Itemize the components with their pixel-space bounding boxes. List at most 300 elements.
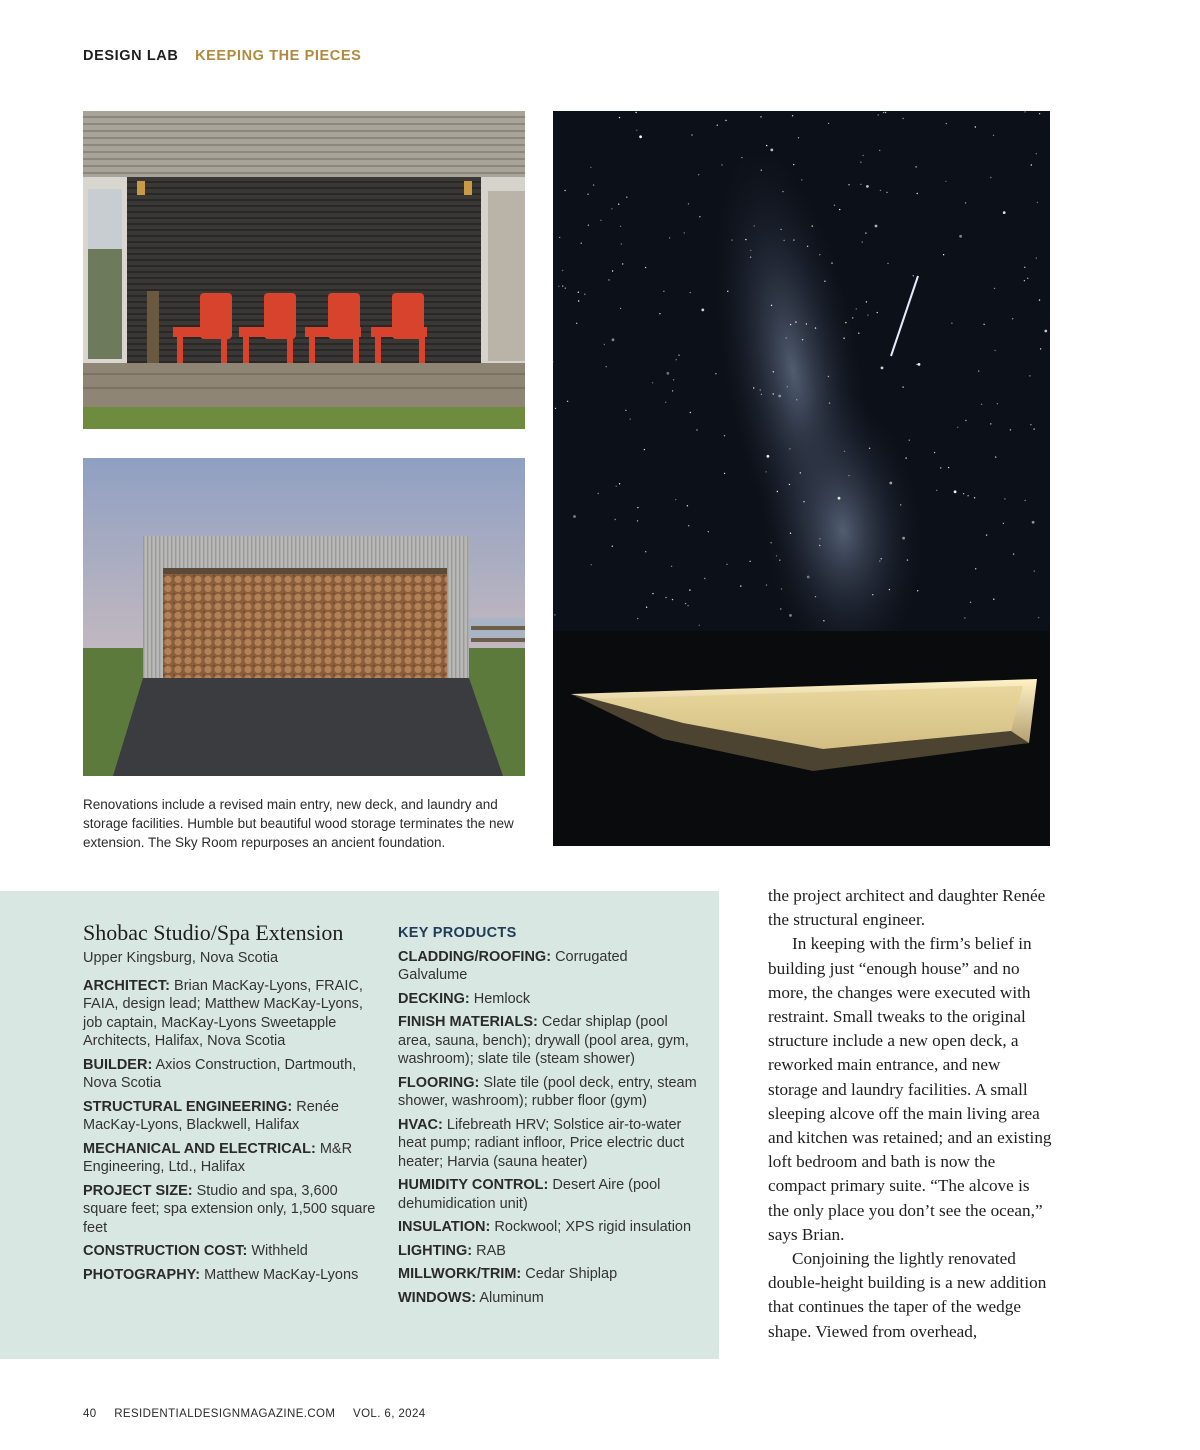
star xyxy=(1030,424,1031,425)
star xyxy=(994,350,995,351)
spec-entry xyxy=(398,1176,698,1213)
star xyxy=(704,578,705,579)
star xyxy=(608,279,609,280)
star xyxy=(562,270,563,271)
star xyxy=(917,193,918,194)
body-paragraph: In keeping with the firm’s belief in building just “enough house” and no more, the changes were executed with restraint. Small tweaks to the original structure include a new open deck, a reworked main entrance, and new storage and laundry facilities. A small sleeping alcove off the main living area and kitchen was retained; and an existing loft bedroom and bath is now the compact primary suite. “The alcove is the only place you don’t see the ocean,” says Brian. xyxy=(768,934,1052,1244)
star xyxy=(959,235,962,238)
star xyxy=(652,593,653,594)
star xyxy=(819,545,820,546)
star xyxy=(789,448,790,449)
star xyxy=(975,568,976,569)
star xyxy=(815,596,816,597)
spec-value: Studio and spa, 3,600 square feet; spa extension only, 1,500 square feet xyxy=(83,1182,376,1236)
star xyxy=(918,363,921,366)
key-products xyxy=(398,924,698,1312)
star xyxy=(637,618,638,619)
star xyxy=(1024,267,1025,268)
star xyxy=(669,237,670,238)
star xyxy=(554,614,555,615)
star xyxy=(1033,428,1034,429)
spec-entry xyxy=(83,1242,378,1261)
star xyxy=(1027,278,1028,279)
spec-label: FLOORING: xyxy=(398,1074,480,1091)
star xyxy=(619,117,620,118)
star xyxy=(978,370,979,371)
star xyxy=(965,420,966,421)
red-adirondack-chairs-image xyxy=(83,111,525,429)
star xyxy=(606,366,607,367)
star xyxy=(872,594,873,595)
star xyxy=(866,301,867,302)
star xyxy=(555,408,556,409)
spec-value: Cedar Shiplap xyxy=(525,1266,618,1282)
star xyxy=(983,324,984,325)
spec-entry xyxy=(83,1140,378,1177)
spec-entry xyxy=(398,948,698,985)
star xyxy=(562,285,563,286)
star xyxy=(948,467,949,468)
star xyxy=(727,291,728,292)
star xyxy=(843,338,844,339)
photo-night-sky xyxy=(553,111,1050,846)
star xyxy=(558,286,559,287)
star xyxy=(902,118,903,119)
star xyxy=(936,490,937,491)
star xyxy=(986,534,987,535)
star xyxy=(848,475,849,476)
spec-value: Corrugated Galvalume xyxy=(398,948,628,983)
spec-label: HVAC: xyxy=(398,1116,443,1133)
spec-value: Lifebreath HRV; Solstice air-to-water heat pump; radiant infloor, Price electric duct heater; Harvia (sauna heater) xyxy=(398,1116,685,1170)
star xyxy=(630,418,631,419)
star xyxy=(771,305,772,306)
star xyxy=(665,597,666,598)
star xyxy=(819,254,820,255)
star xyxy=(856,308,857,309)
star xyxy=(663,291,664,292)
star xyxy=(1039,299,1040,300)
star xyxy=(741,157,742,158)
spec-label: PROJECT SIZE: xyxy=(83,1182,193,1199)
star xyxy=(672,599,673,600)
star xyxy=(1029,375,1030,376)
star xyxy=(793,239,794,240)
star xyxy=(852,317,853,318)
spec-entry xyxy=(83,977,378,1051)
star xyxy=(860,162,861,163)
star xyxy=(699,216,700,217)
star xyxy=(779,560,780,561)
star xyxy=(815,327,816,328)
star xyxy=(690,412,691,413)
star xyxy=(967,495,968,496)
spec-label: DECKING: xyxy=(398,990,470,1007)
star xyxy=(1040,348,1041,349)
star xyxy=(915,166,916,167)
star xyxy=(598,493,599,494)
body-paragraph: Conjoining the lightly renovated double-height building is a new addition that continues the taper of the wedge shape. Viewed from overhead, xyxy=(768,1249,1047,1341)
star xyxy=(781,588,782,589)
project-location: Upper Kingsburg, Nova Scotia xyxy=(83,950,279,966)
star xyxy=(591,564,592,565)
star xyxy=(880,190,881,191)
spec-value: Aluminum xyxy=(479,1289,544,1306)
star xyxy=(635,112,636,113)
spec-entry xyxy=(398,1013,698,1069)
spec-value: Axios Construction, Dartmouth, Nova Scotia xyxy=(83,1056,357,1091)
spec-value: Brian MacKay-Lyons, FRAIC, FAIA, design lead; Matthew MacKay-Lyons, job captain, MacKay-Lyons Sweetapple Architects, Halifax, Nova Scotia xyxy=(83,977,363,1049)
star xyxy=(867,314,868,315)
star xyxy=(766,145,767,146)
spec-label: MILLWORK/TRIM: xyxy=(398,1266,522,1282)
star xyxy=(865,232,866,233)
star xyxy=(777,491,778,492)
star xyxy=(997,403,998,404)
star xyxy=(721,164,722,165)
star xyxy=(790,533,791,534)
star xyxy=(887,263,888,264)
star xyxy=(619,483,620,484)
star xyxy=(639,135,642,138)
star xyxy=(687,605,688,606)
star xyxy=(1037,202,1038,203)
star xyxy=(773,371,774,372)
star xyxy=(909,440,910,441)
star xyxy=(883,112,884,113)
star xyxy=(798,137,799,138)
star xyxy=(1036,153,1037,154)
star xyxy=(1024,280,1025,281)
article-title: KEEPING THE PIECES xyxy=(195,48,362,64)
star xyxy=(858,333,859,334)
star xyxy=(881,367,884,370)
spec-value: Desert Aire (pool dehumidication unit) xyxy=(398,1177,661,1212)
star xyxy=(612,270,613,271)
star xyxy=(753,387,754,388)
star xyxy=(688,203,689,204)
star xyxy=(667,372,670,375)
star xyxy=(673,379,674,380)
spec-label: LIGHTING: xyxy=(398,1242,473,1259)
star xyxy=(905,457,906,458)
star xyxy=(766,584,767,585)
star xyxy=(644,449,645,450)
star xyxy=(612,546,613,547)
star xyxy=(765,471,766,472)
photo-woodshed xyxy=(83,458,525,776)
star xyxy=(761,394,762,395)
star xyxy=(946,123,947,124)
star xyxy=(802,339,803,340)
star xyxy=(796,399,797,400)
section-label: DESIGN LAB xyxy=(83,48,179,64)
photo-chairs xyxy=(83,111,525,429)
spec-label: INSULATION: xyxy=(398,1219,491,1235)
star xyxy=(783,240,784,241)
star xyxy=(676,359,677,360)
star xyxy=(636,130,637,131)
star xyxy=(981,404,982,405)
star xyxy=(879,560,880,561)
spec-label: FINISH MATERIALS: xyxy=(398,1014,538,1030)
star xyxy=(611,208,612,209)
star xyxy=(995,456,996,457)
star xyxy=(1003,523,1004,524)
spec-value: Hemlock xyxy=(473,990,531,1007)
star xyxy=(803,501,804,502)
star xyxy=(620,226,621,227)
star xyxy=(616,486,617,487)
star xyxy=(943,254,944,255)
star xyxy=(565,288,566,289)
star xyxy=(1031,164,1032,165)
spec-label: STRUCTURAL ENGINEERING: xyxy=(83,1098,293,1115)
star xyxy=(618,204,619,205)
star xyxy=(862,155,863,156)
star xyxy=(877,312,878,313)
star xyxy=(1032,521,1035,524)
star xyxy=(965,202,966,203)
star xyxy=(725,120,726,121)
star xyxy=(761,170,762,171)
star xyxy=(646,607,647,608)
star xyxy=(584,294,585,295)
star xyxy=(708,531,709,532)
star xyxy=(587,194,588,195)
star xyxy=(671,566,672,567)
star xyxy=(564,190,565,191)
star xyxy=(665,402,666,403)
star xyxy=(823,620,824,621)
star xyxy=(600,220,601,221)
star xyxy=(1024,111,1025,112)
star xyxy=(993,135,994,136)
spec-label: BUILDER: xyxy=(83,1056,153,1073)
star xyxy=(839,209,840,210)
spec-entry xyxy=(398,1116,698,1172)
star xyxy=(750,250,751,251)
star xyxy=(726,564,727,565)
star xyxy=(789,484,790,485)
star xyxy=(951,323,952,324)
spec-value: M&R Engineering, Ltd., Halifax xyxy=(83,1140,353,1175)
star xyxy=(626,197,627,198)
star xyxy=(862,241,863,242)
key-products-heading: KEY PRODUCTS xyxy=(398,925,517,941)
star xyxy=(1036,257,1037,258)
star xyxy=(698,174,699,175)
star xyxy=(780,229,781,230)
star xyxy=(860,184,861,185)
star xyxy=(900,504,901,505)
star xyxy=(690,292,691,293)
star xyxy=(990,177,991,178)
star xyxy=(800,472,801,473)
spec-entry xyxy=(398,1074,698,1111)
star xyxy=(902,537,905,540)
star xyxy=(637,520,638,521)
star xyxy=(778,395,781,398)
star xyxy=(1013,553,1014,554)
star xyxy=(831,262,832,263)
star xyxy=(685,603,686,604)
star xyxy=(770,149,773,152)
star xyxy=(750,257,751,258)
star xyxy=(812,225,813,226)
star xyxy=(652,382,653,383)
spec-entry xyxy=(398,1289,698,1308)
star xyxy=(878,114,879,115)
magazine-site: RESIDENTIALDESIGNMAGAZINE.COM xyxy=(114,1408,336,1420)
star xyxy=(672,390,673,391)
star xyxy=(993,599,994,600)
photo-caption: Renovations include a revised main entry, new deck, and laundry and storage facilities. Humble but beautiful wood storage terminates the new extension. The Sky Room repurposes an ancient foundation. xyxy=(83,797,514,850)
star xyxy=(824,281,825,282)
spec-label: CONSTRUCTION COST: xyxy=(83,1243,248,1259)
star xyxy=(588,225,589,226)
page-header xyxy=(83,48,361,64)
star xyxy=(625,410,626,411)
star xyxy=(715,373,716,374)
star xyxy=(1038,617,1039,618)
star xyxy=(740,585,741,586)
star xyxy=(945,181,946,182)
star xyxy=(776,555,777,556)
star xyxy=(1025,500,1026,501)
star xyxy=(828,123,829,124)
star xyxy=(845,322,846,323)
star xyxy=(990,423,991,424)
star xyxy=(593,184,594,185)
star xyxy=(963,493,964,494)
wood-storage-shed-image xyxy=(83,458,525,776)
star xyxy=(834,205,835,206)
star xyxy=(889,589,890,590)
star xyxy=(754,225,755,226)
star xyxy=(724,473,725,474)
star xyxy=(875,225,878,228)
star xyxy=(793,164,794,165)
star xyxy=(790,324,791,325)
star xyxy=(838,497,841,500)
star xyxy=(745,239,746,240)
star xyxy=(789,614,792,617)
star xyxy=(886,192,887,193)
star xyxy=(645,267,646,268)
star xyxy=(1010,429,1011,430)
spec-value: RAB xyxy=(476,1242,506,1259)
star xyxy=(1003,211,1006,214)
spec-entry xyxy=(83,1098,378,1135)
star xyxy=(1039,113,1040,114)
spec-label: HUMIDITY CONTROL: xyxy=(398,1177,549,1193)
star xyxy=(691,134,692,135)
star xyxy=(795,321,796,322)
star xyxy=(957,427,958,428)
star xyxy=(780,608,781,609)
star xyxy=(917,590,918,591)
spec-entry xyxy=(398,1242,698,1261)
products-list xyxy=(398,948,698,1308)
spec-value: Slate tile (pool deck, entry, steam shower, washroom); rubber floor (gym) xyxy=(398,1074,697,1109)
star xyxy=(848,184,849,185)
star xyxy=(879,150,880,151)
star xyxy=(620,308,621,309)
page-footer xyxy=(83,1408,440,1420)
star xyxy=(807,576,810,579)
spec-value: Matthew MacKay-Lyons xyxy=(204,1266,359,1283)
star xyxy=(612,338,615,341)
star xyxy=(844,451,845,452)
star xyxy=(573,515,576,518)
spec-entry xyxy=(83,1266,378,1285)
star xyxy=(701,309,704,312)
star xyxy=(1012,318,1013,319)
star xyxy=(678,355,679,356)
star xyxy=(954,490,957,493)
spec-label: WINDOWS: xyxy=(398,1289,477,1306)
star xyxy=(684,232,685,233)
spec-entry xyxy=(83,1182,378,1238)
star xyxy=(590,167,591,168)
star xyxy=(689,589,690,590)
star xyxy=(994,288,995,289)
star xyxy=(767,455,770,458)
spec-label: ARCHITECT: xyxy=(83,977,170,994)
spec-entry xyxy=(83,1056,378,1093)
star xyxy=(604,344,605,345)
star xyxy=(1004,498,1005,499)
spec-value: Cedar shiplap (pool area, sauna, bench); drywall (pool area, gym, washroom); slate tile (steam shower) xyxy=(398,1014,689,1067)
spec-entry xyxy=(398,990,698,1009)
star xyxy=(659,313,660,314)
star xyxy=(717,125,718,126)
star xyxy=(578,300,579,301)
star xyxy=(907,559,908,560)
star xyxy=(801,179,802,180)
star xyxy=(786,337,787,338)
star xyxy=(637,507,638,508)
article-body xyxy=(768,884,1053,1344)
star xyxy=(724,435,725,436)
star xyxy=(760,116,761,117)
star xyxy=(964,617,965,618)
spec-entry xyxy=(398,1265,698,1284)
body-paragraph: the project architect and daughter Renée the structural engineer. xyxy=(768,886,1046,930)
star xyxy=(792,115,793,116)
star xyxy=(581,243,582,244)
project-title: Shobac Studio/Spa Extension xyxy=(83,920,344,945)
spec-label: CLADDING/ROOFING: xyxy=(398,948,552,965)
star xyxy=(675,499,676,500)
page-number: 40 xyxy=(83,1408,97,1420)
credits-list xyxy=(83,977,378,1285)
star xyxy=(913,275,914,276)
spec-value: Rockwool; XPS rigid insulation xyxy=(494,1219,692,1235)
star xyxy=(787,386,788,387)
star xyxy=(934,452,935,453)
star xyxy=(869,448,870,449)
star xyxy=(819,538,820,539)
star xyxy=(782,191,783,192)
star xyxy=(559,237,560,238)
star xyxy=(760,389,761,390)
star xyxy=(621,243,622,244)
star xyxy=(615,519,616,520)
star xyxy=(940,467,941,468)
star xyxy=(970,602,971,603)
